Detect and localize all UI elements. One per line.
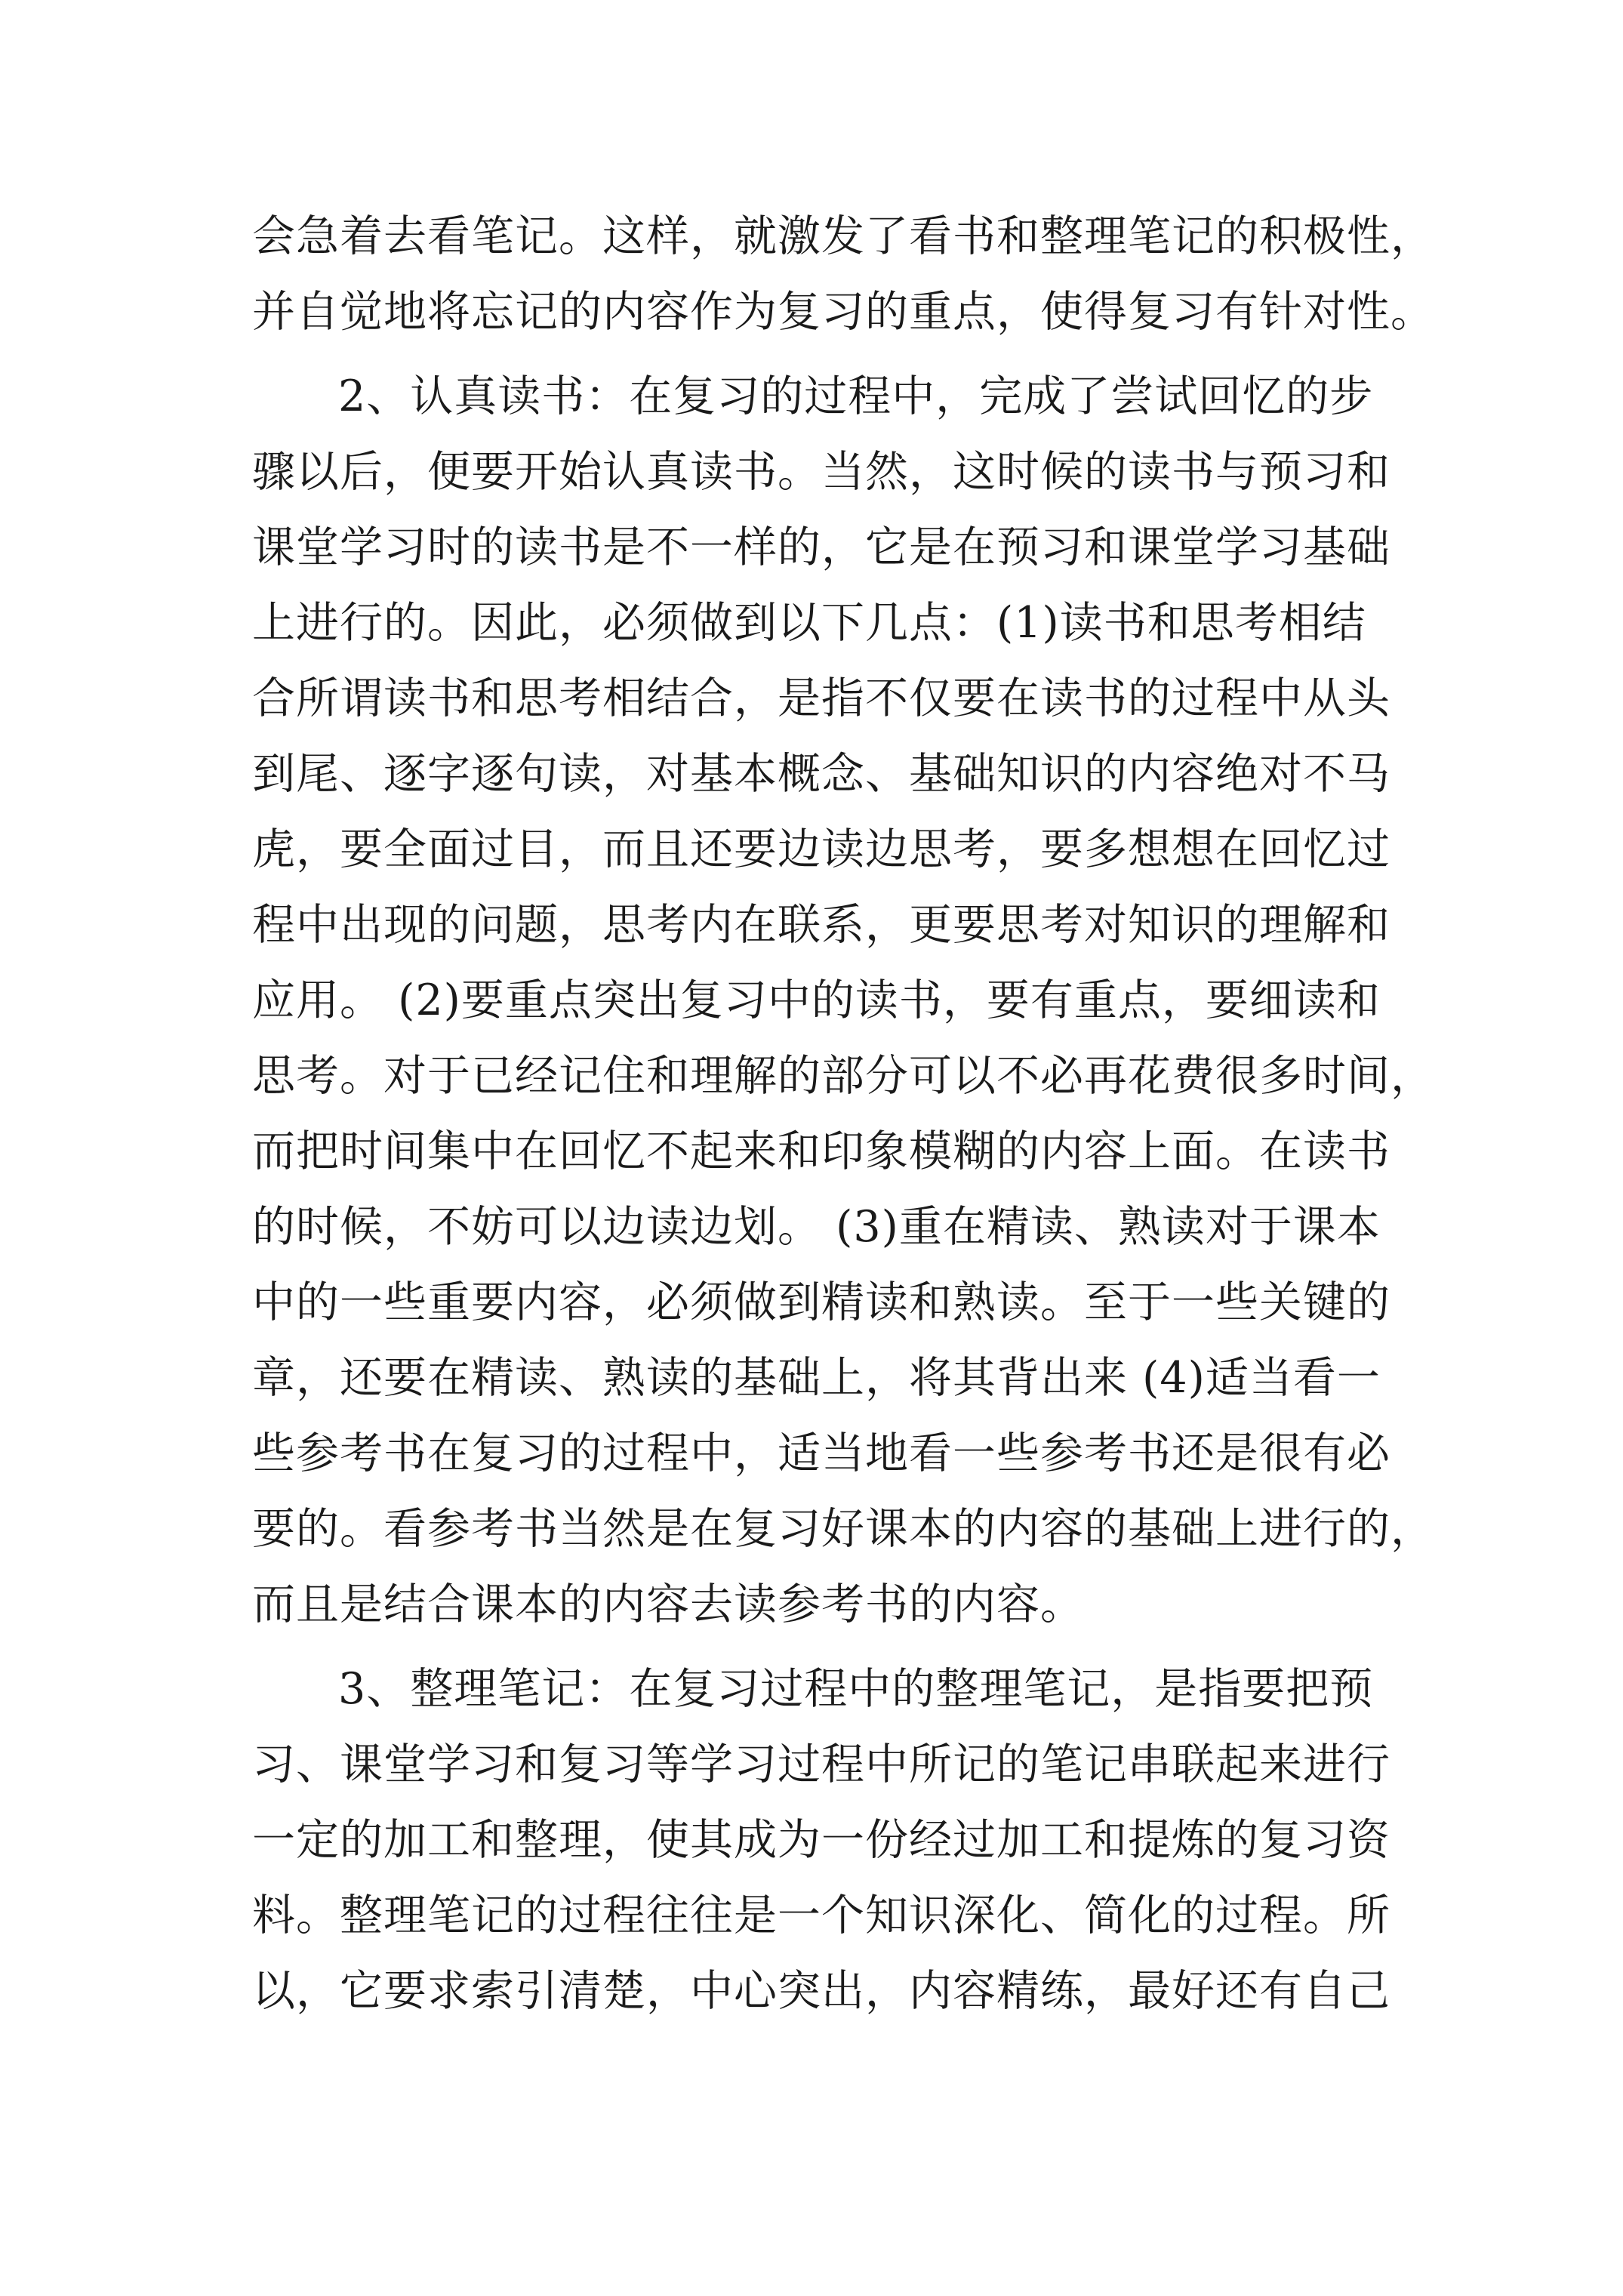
text-line: 应用。 (2)要重点突出复习中的读书，要有重点，要细读和 <box>252 975 1381 1025</box>
text-line: 习、课堂学习和复习等学习过程中所记的笔记串联起来进行 <box>252 1740 1390 1789</box>
text-line: 程中出现的问题，思考内在联系，更要思考对知识的理解和 <box>252 900 1390 950</box>
text-line: 一定的加工和整理，使其成为一份经过加工和提炼的复习资 <box>252 1815 1390 1865</box>
text-line: 骤以后，便要开始认真读书。当然，这时候的读书与预习和 <box>252 447 1390 497</box>
text-line: 合所谓读书和思考相结合，是指不仅要在读书的过程中从头 <box>252 673 1390 723</box>
text-line: 章，还要在精读、熟读的基础上，将其背出来 (4)适当看一 <box>252 1353 1381 1403</box>
text-line: 而把时间集中在回忆不起来和印象模糊的内容上面。在读书 <box>252 1126 1390 1176</box>
text-line: 到尾、逐字逐句读，对基本概念、基础知识的内容绝对不马 <box>252 749 1390 799</box>
text-line: 料。整理笔记的过程往往是一个知识深化、简化的过程。所 <box>252 1891 1390 1940</box>
text-line: 而且是结合课本的内容去读参考书的内容。 <box>252 1579 1084 1629</box>
text-line: 虎，要全面过目，而且还要边读边思考，要多想想在回忆过 <box>252 824 1390 874</box>
text-line: 思考。对于已经记住和理解的部分可以不必再花费很多时间， <box>252 1051 1434 1101</box>
text-line: 的时候，不妨可以边读边划。 (3)重在精读、熟读对于课本 <box>252 1202 1381 1252</box>
text-line: 要的。看参考书当然是在复习好课本的内容的基础上进行的， <box>252 1504 1434 1554</box>
text-line: 并自觉地将忘记的内容作为复习的重点，使得复习有针对性。 <box>252 287 1434 337</box>
text-line: 中的一些重要内容，必须做到精读和熟读。至于一些关键的 <box>252 1277 1390 1327</box>
text-line: 些参考书在复习的过程中，适当地看一些参考书还是很有必 <box>252 1428 1390 1478</box>
text-line: 会急着去看笔记。这样，就激发了看书和整理笔记的积极性， <box>252 211 1434 261</box>
text-line: 课堂学习时的读书是不一样的，它是在预习和课堂学习基础 <box>252 522 1390 572</box>
text-line: 上进行的。因此，必须做到以下几点：(1)读书和思考相结 <box>252 598 1366 648</box>
paragraph-start-line: 3、整理笔记：在复习过程中的整理笔记，是指要把预 <box>338 1664 1374 1714</box>
text-line: 以，它要求索引清楚，中心突出，内容精练，最好还有自己 <box>252 1966 1390 2016</box>
paragraph-start-line: 2、认真读书：在复习的过程中，完成了尝试回忆的步 <box>338 371 1374 421</box>
